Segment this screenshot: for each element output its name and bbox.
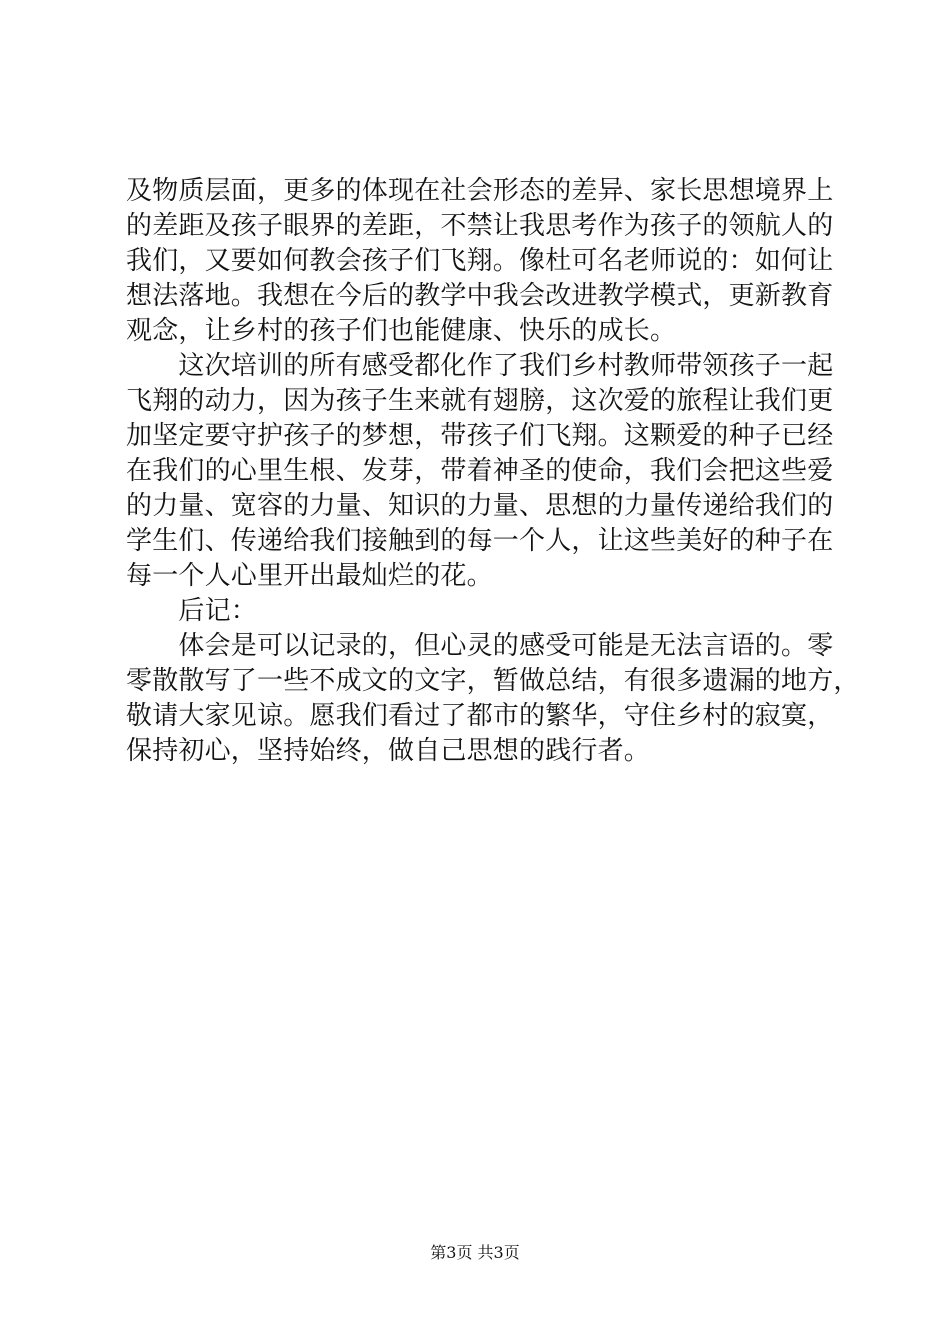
- body-text: [126, 174, 860, 769]
- text-line: 体会是可以记录的，但心灵的感受可能是无法言语的。零: [126, 631, 834, 661]
- page-number-footer: 第3页 共3页: [430, 1243, 520, 1262]
- text-line: 学生们、传递给我们接触到的每一个人，让这些美好的种子在: [126, 526, 834, 556]
- text-line: 这次培训的所有感受都化作了我们乡村教师带领孩子一起: [126, 351, 834, 381]
- text-line: 加坚定要守护孩子的梦想，带孩子们飞翔。这颗爱的种子已经: [126, 421, 834, 451]
- text-line: 我们，又要如何教会孩子们飞翔。像杜可名老师说的：如何让: [126, 246, 834, 276]
- text-line: 在我们的心里生根、发芽，带着神圣的使命，我们会把这些爱: [126, 456, 834, 486]
- text-line: 的力量、宽容的力量、知识的力量、思想的力量传递给我们的: [126, 491, 834, 521]
- text-line: 保持初心，坚持始终，做自己思想的践行者。: [126, 736, 651, 766]
- text-line: 的差距及孩子眼界的差距，不禁让我思考作为孩子的领航人的: [126, 211, 834, 241]
- text-line: 零散散写了一些不成文的文字，暂做总结，有很多遗漏的地方，: [126, 666, 860, 696]
- text-line: 每一个人心里开出最灿烂的花。: [126, 561, 493, 591]
- text-line: 敬请大家见谅。愿我们看过了都市的繁华，守住乡村的寂寞，: [126, 701, 834, 731]
- text-line: 想法落地。我想在今后的教学中我会改进教学模式，更新教育: [126, 281, 834, 311]
- text-line: 及物质层面，更多的体现在社会形态的差异、家长思想境界上: [126, 176, 834, 206]
- text-line: 飞翔的动力，因为孩子生来就有翅膀，这次爱的旅程让我们更: [126, 386, 834, 416]
- section-heading-postscript: 后记：: [126, 596, 258, 626]
- text-line: 观念，让乡村的孩子们也能健康、快乐的成长。: [126, 316, 677, 346]
